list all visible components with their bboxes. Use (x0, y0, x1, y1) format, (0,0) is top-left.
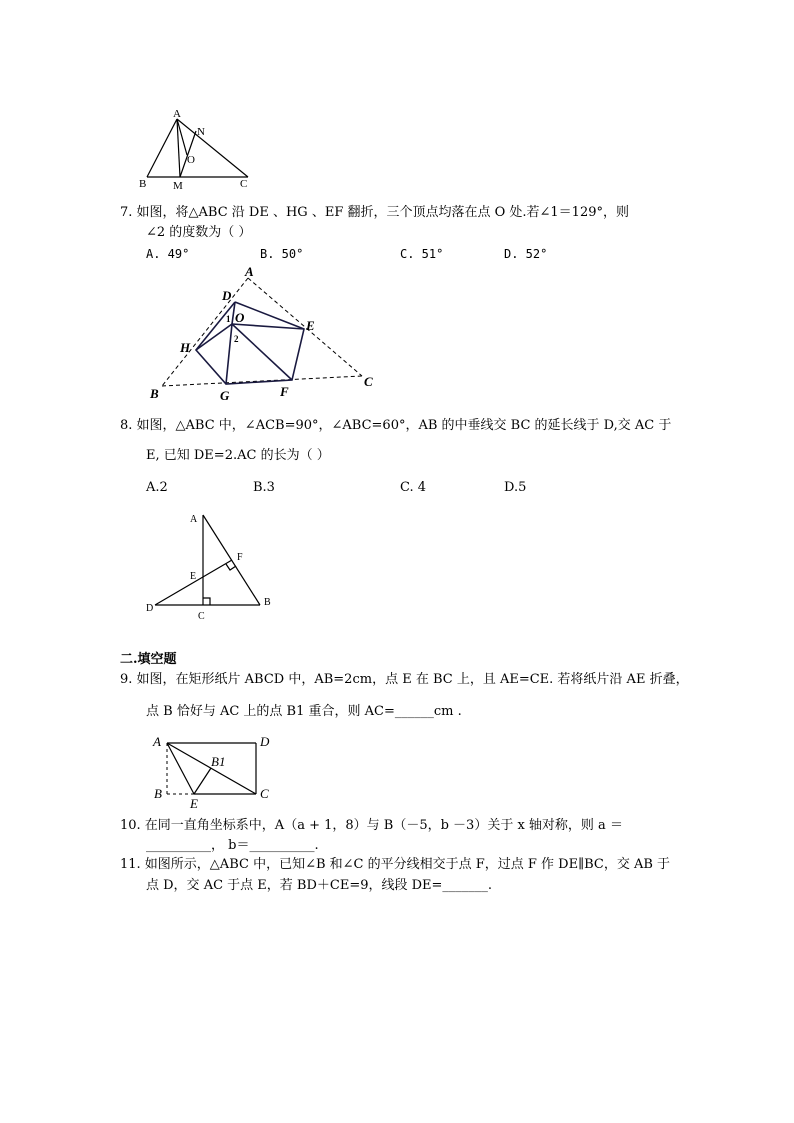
q8-text-line2: E, 已知 DE=2.AC 的长为（ ） (146, 448, 330, 463)
q9-label-e: E (190, 796, 198, 810)
q9-label-d: D (260, 734, 270, 749)
q8-label-d: D (146, 603, 154, 614)
q11-text-line1: 11. 如图所示，△ABC 中，已知∠B 和∠C 的平分线相交于点 F，过点 F 作 DE∥BC，交 AB 于 (120, 857, 671, 872)
q9-label-b: B (154, 786, 162, 801)
q7-option-d: D. 52° (504, 247, 548, 261)
label-m: M (173, 180, 183, 192)
q9-text-line2: 点 B 恰好与 AC 上的点 B1 重合，则 AC=______cm . (146, 704, 462, 719)
q7-label-h: H (180, 340, 191, 355)
q9-label-b1: B1 (211, 754, 226, 769)
q7-fold-go (226, 324, 232, 384)
q9-figure-rectangle (145, 730, 280, 810)
q9-label-a: A (153, 734, 161, 749)
label-n: N (197, 126, 205, 138)
q8-label-a: A (190, 514, 198, 525)
q9-fold-eb1 (194, 768, 211, 794)
q8-label-c: C (198, 611, 205, 622)
q8-option-d: D.5 (504, 480, 527, 495)
q7-option-c: C. 51° (400, 247, 444, 261)
q8-option-b: B.3 (253, 480, 275, 495)
q8-option-a: A.2 (146, 480, 168, 495)
q7-label-d: D (222, 288, 232, 303)
q7-label-c: C (364, 374, 373, 389)
q7-figure-folded-triangle (140, 262, 390, 404)
q8-label-e: E (190, 571, 197, 582)
q8-right-angle-c (203, 598, 210, 605)
q7-dashed-ab (162, 278, 248, 386)
q9-text-line1: 9. 如图，在矩形纸片 ABCD 中，AB=2cm，点 E 在 BC 上，且 AE=CE. 若将纸片沿 AE 折叠， (120, 672, 689, 687)
q7-fold-polygon (196, 302, 304, 384)
figure-top-triangle (135, 105, 260, 195)
q7-label-g: G (220, 388, 230, 403)
q8-figure-right-triangle (140, 505, 280, 623)
q7-label-e: E (306, 318, 315, 333)
edge-ab (147, 119, 177, 177)
q9-label-c: C (260, 786, 269, 801)
label-o: O (187, 154, 195, 166)
edge-ac (177, 119, 248, 177)
q7-label-o: O (235, 310, 245, 325)
q8-text-line1: 8. 如图，△ABC 中，∠ACB=90°，∠ABC=60°，AB 的中垂线交 BC 的延长线于 D,交 AC 于 (120, 418, 672, 433)
section-title-fill-in: 二.填空题 (120, 652, 177, 667)
q7-label-a: A (245, 264, 254, 279)
q8-perpendicular-df (155, 560, 232, 605)
q7-angle-2-label: 2 (234, 334, 239, 344)
label-a: A (173, 108, 181, 120)
q7-fold-fo (232, 324, 292, 380)
q7-label-b: B (150, 386, 159, 401)
q8-label-f: F (237, 552, 243, 563)
q7-text-line1: 7. 如图，将△ABC 沿 DE 、HG 、EF 翻折，三个顶点均落在点 O 处.若∠1＝129°，则 (120, 205, 629, 220)
label-c: C (240, 178, 248, 190)
q7-option-b: B. 50° (260, 247, 304, 261)
q8-option-c: C. 4 (400, 480, 427, 495)
q10-text-line2: __________， b＝__________. (146, 838, 319, 853)
q7-label-f: F (280, 384, 289, 399)
q8-label-b: B (264, 597, 271, 608)
q11-text-line2: 点 D，交 AC 于点 E，若 BD＋CE=9，线段 DE=_______. (146, 878, 493, 893)
q7-angle-1-label: 1 (226, 314, 231, 324)
label-b: B (139, 178, 147, 190)
q10-text-line1: 10. 在同一直角坐标系中，A（a + 1，8）与 B（－5，b －3）关于 x 轴对称，则 a ＝ (120, 818, 623, 833)
q7-text-line2: ∠2 的度数为（ ） (146, 225, 252, 240)
q7-option-a: A. 49° (146, 247, 190, 261)
q7-dashed-bc (162, 376, 362, 386)
